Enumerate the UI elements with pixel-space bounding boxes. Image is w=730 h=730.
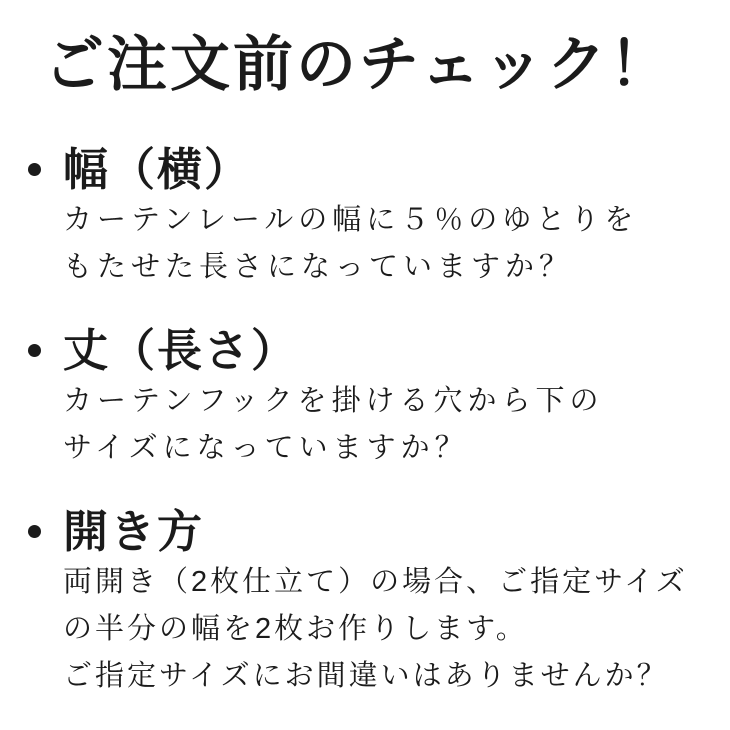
section-body-line: カーテンレールの幅に５％のゆとりを xyxy=(63,204,639,236)
section-body-line: カーテンフックを掛ける穴から下の xyxy=(63,385,604,417)
section-body-line: もたせた長さになっていますか？ xyxy=(63,251,574,283)
section-body-line: サイズになっていますか？ xyxy=(63,432,469,464)
section-body-line: 両開き（2枚仕立て）の場合、ご指定サイズ xyxy=(63,566,688,598)
section-width-content xyxy=(63,143,638,291)
section-body-line: ご指定サイズにお間違いはありませんか？ xyxy=(63,660,669,692)
section-heading-opening-style: 開き方 xyxy=(63,506,205,557)
page-title: ご注文前のチェック！ xyxy=(44,31,673,98)
section-width xyxy=(0,143,730,291)
bullet-icon xyxy=(28,525,41,538)
section-heading-width: 幅（横） xyxy=(63,144,252,195)
section-length xyxy=(0,324,730,472)
bullet-icon xyxy=(28,344,41,357)
section-opening-style xyxy=(0,505,730,700)
section-heading-length: 丈（長さ） xyxy=(63,325,299,376)
bullet-icon xyxy=(28,163,41,176)
section-length-content xyxy=(63,324,604,472)
section-body-line: の半分の幅を2枚お作りします。 xyxy=(63,613,528,645)
section-opening-style-content xyxy=(63,505,688,700)
